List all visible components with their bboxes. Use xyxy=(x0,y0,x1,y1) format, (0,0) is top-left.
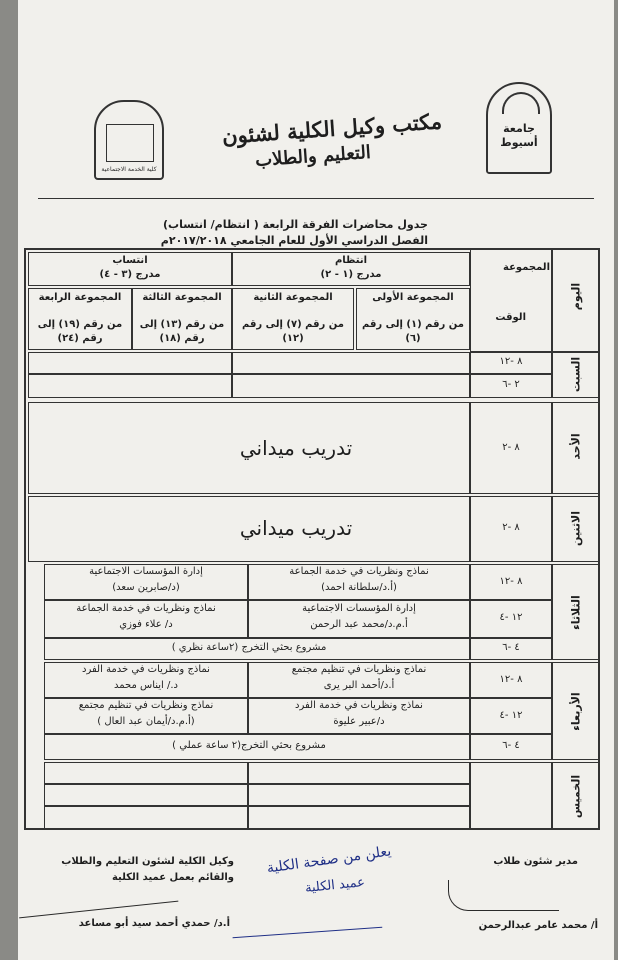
group-column-label: المجموعة xyxy=(503,262,550,273)
thu-affiliated-1 xyxy=(44,762,248,784)
footer-left-title1: وكيل الكلية لشئون التعليم والطلاب xyxy=(61,856,234,867)
tue-regular-1-teacher: (أ.د/سلطانة احمد) xyxy=(321,582,397,593)
day-thursday-label: الخميس xyxy=(569,774,583,819)
logo-left-text: كلية الخدمة الاجتماعية xyxy=(101,166,157,173)
schedule-title: جدول محاضرات الفرقة الرابعة ( انتظام/ انتساب) xyxy=(162,218,428,231)
regular-hall: مدرج (١ - ٢) xyxy=(320,269,382,280)
tue-regular-1-course: نماذج ونظريات في خدمة الجماعة xyxy=(289,566,429,577)
center-handwriting-2: عميد الكلية xyxy=(304,874,366,897)
wed-regular-1-course: نماذج ونظريات في تنظيم مجتمع xyxy=(291,664,427,675)
office-title-line1: مكتب وكيل الكلية لشئون xyxy=(221,108,443,149)
wed-affiliated-2-course: نماذج ونظريات في تنظيم مجتمع xyxy=(78,700,214,711)
day-wednesday-label: الأربعاء xyxy=(569,692,583,731)
wed-affiliated-1-course: نماذج ونظريات في خدمة الفرد xyxy=(82,664,210,675)
group-4-name: المجموعة الرابعة xyxy=(38,292,122,303)
faculty-logo xyxy=(94,100,164,180)
mon-activity-label: تدريب ميداني xyxy=(239,516,353,540)
day-tuesday-label: الثلاثاء xyxy=(569,595,583,630)
tue-time-3-label: ٤ -٦ xyxy=(502,642,520,653)
building-emblem xyxy=(106,124,154,162)
group-2-name: المجموعة الثانية xyxy=(253,292,333,303)
sat-affiliated-1 xyxy=(28,352,232,374)
mon-time-label: ٨ -٢ xyxy=(502,522,520,533)
footer-right-title: مدير شئون طلاب xyxy=(493,856,578,867)
day-column-label: اليوم xyxy=(569,282,583,311)
left-signature xyxy=(18,887,179,919)
footer-left-title2: والقائم بعمل عميد الكلية xyxy=(111,872,234,883)
group-1-range: من رقم (١) إلى رقم (٦) xyxy=(362,319,464,344)
tue-project-label: مشروع بحثي التخرج (٢ساعة نظري ) xyxy=(171,642,327,653)
center-handwriting-1: يعلن من صفحة الكلية xyxy=(265,843,393,877)
university-logo xyxy=(486,82,552,174)
wed-time-1-label: ٨ -١٢ xyxy=(499,674,523,685)
wed-time-3-label: ٤ -٦ xyxy=(502,740,520,751)
thu-regular-1 xyxy=(248,762,470,784)
tue-affiliated-2-course: نماذج ونظريات في خدمة الجماعة xyxy=(76,603,216,614)
logo-right-text: جامعة أسيوط xyxy=(500,122,538,149)
wed-time-2-label: ١٢ -٤ xyxy=(499,710,523,721)
thu-time xyxy=(470,762,552,830)
tue-regular-2-teacher: أ.م.د/محمد عبد الرحمن xyxy=(310,619,408,630)
time-column-label: الوقت xyxy=(495,312,526,323)
tue-affiliated-2-teacher: د/ علاء فوزي xyxy=(119,619,173,630)
sun-activity-label: تدريب ميداني xyxy=(239,436,353,460)
wed-project-label: مشروع بحثي التخرج(٢ ساعة عملي ) xyxy=(172,740,326,751)
group-time-header xyxy=(470,248,552,352)
regular-label: انتظام xyxy=(334,255,368,266)
tue-time-1-label: ٨ -١٢ xyxy=(499,576,523,587)
day-monday-label: الاثنين xyxy=(569,511,583,546)
day-saturday-label: السبت xyxy=(569,356,583,393)
group-3-name: المجموعة الثالثة xyxy=(142,292,222,303)
center-signature xyxy=(232,915,383,938)
thu-affiliated-3 xyxy=(44,806,248,830)
group-4-range: من رقم (١٩) إلى رقم (٢٤) xyxy=(37,319,123,344)
wed-affiliated-1-teacher: د./ ايناس محمد xyxy=(113,680,179,691)
sat-time-1-label: ٨ -١٢ xyxy=(499,356,523,367)
schedule-subtitle: الفصل الدراسي الأول للعام الجامعي ٢٠١٧/٢٠١٨م xyxy=(160,234,428,247)
thu-regular-2 xyxy=(248,784,470,806)
tue-affiliated-1-teacher: (د/صابرين سعد) xyxy=(112,582,180,593)
group-2-range: من رقم (٧) إلى رقم (١٢) xyxy=(242,319,344,344)
group-1-name: المجموعة الأولى xyxy=(372,292,454,303)
group-3-range: من رقم (١٣) إلى رقم (١٨) xyxy=(139,319,225,344)
right-signature xyxy=(448,880,559,911)
affiliated-hall: مدرج (٣ - ٤) xyxy=(99,269,161,280)
sat-time-2-label: ٢ -٦ xyxy=(502,379,520,390)
day-sunday-label: الأحد xyxy=(569,433,583,460)
office-title-line2: التعليم والطلاب xyxy=(254,141,372,172)
sat-affiliated-2 xyxy=(28,374,232,398)
tue-time-2-label: ١٢ -٤ xyxy=(499,612,523,623)
sat-regular-2 xyxy=(232,374,470,398)
tue-affiliated-1-course: إدارة المؤسسات الاجتماعية xyxy=(89,566,203,577)
tue-regular-2-course: إدارة المؤسسات الاجتماعية xyxy=(302,603,416,614)
footer-left-name: أ.د/ حمدي أحمد سيد أبو مساعد xyxy=(78,918,230,929)
document-page xyxy=(18,0,614,960)
wed-affiliated-2-teacher: (أ.م.د/أيمان عبد العال ) xyxy=(97,716,195,727)
affiliated-label: انتساب xyxy=(112,255,148,266)
sun-time-label: ٨ -٢ xyxy=(502,442,520,453)
sun-emblem xyxy=(502,92,540,114)
sat-regular-1 xyxy=(232,352,470,374)
wed-regular-1-teacher: أ.د/أحمد البر يرى xyxy=(323,680,395,691)
header-divider xyxy=(38,198,594,199)
thu-affiliated-2 xyxy=(44,784,248,806)
thu-regular-3 xyxy=(248,806,470,830)
wed-regular-2-teacher: د/عبير عليوة xyxy=(333,716,385,727)
wed-regular-2-course: نماذج ونظريات في خدمة الفرد xyxy=(295,700,423,711)
footer-right-name: أ/ محمد عامر عبدالرحمن xyxy=(478,920,598,931)
